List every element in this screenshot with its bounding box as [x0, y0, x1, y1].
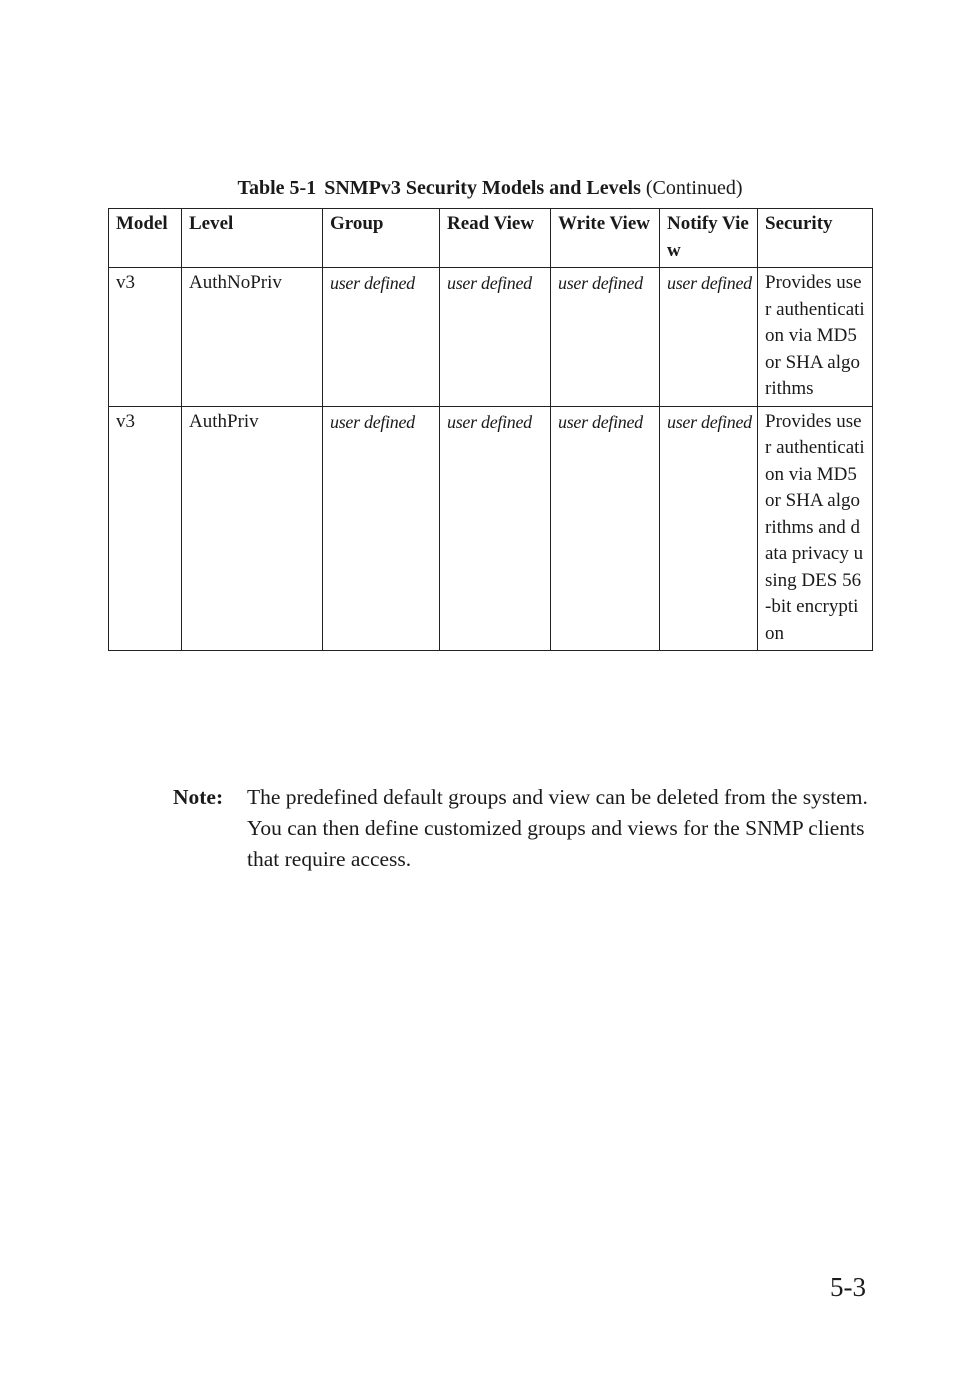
cell-security: Provides user authentication via MD5 or SHA algorithms — [758, 268, 873, 407]
note-text: The predefined default groups and view can be deleted from the system. You can then define customized groups and views for the SNMP clients that require access. — [247, 785, 868, 871]
cell-write-view: user defined — [551, 268, 660, 407]
note-block — [173, 782, 873, 875]
cell-group: user defined — [323, 268, 440, 407]
cell-read-view: user defined — [440, 268, 551, 407]
cell-notify-view: user defined — [660, 268, 758, 407]
cell-level: AuthPriv — [182, 406, 323, 651]
table-header-row — [109, 209, 873, 268]
table-caption — [0, 175, 954, 201]
cell-notify-view: user defined — [660, 406, 758, 651]
header-read-view: Read View — [440, 209, 551, 268]
cell-group: user defined — [323, 406, 440, 651]
header-model: Model — [109, 209, 182, 268]
header-security: Security — [758, 209, 873, 268]
page-number: 5-3 — [830, 1272, 866, 1302]
cell-model: v3 — [109, 268, 182, 407]
cell-write-view: user defined — [551, 406, 660, 651]
cell-security: Provides user authentication via MD5 or SHA algorithms and data privacy using DES 56-bit encryption — [758, 406, 873, 651]
table-caption-suffix: (Continued) — [645, 177, 743, 199]
table-row — [109, 268, 873, 407]
header-group: Group — [323, 209, 440, 268]
header-level: Level — [182, 209, 323, 268]
table-caption-title: SNMPv3 Security Models and Levels — [324, 177, 641, 199]
table-row — [109, 406, 873, 651]
cell-model: v3 — [109, 406, 182, 651]
cell-level: AuthNoPriv — [182, 268, 323, 407]
note-label: Note: — [173, 785, 224, 809]
header-notify-view: Notify View — [660, 209, 758, 268]
header-write-view: Write View — [551, 209, 660, 268]
security-models-table — [108, 208, 873, 651]
cell-read-view: user defined — [440, 406, 551, 651]
table-caption-label: Table 5-1 — [237, 177, 317, 199]
